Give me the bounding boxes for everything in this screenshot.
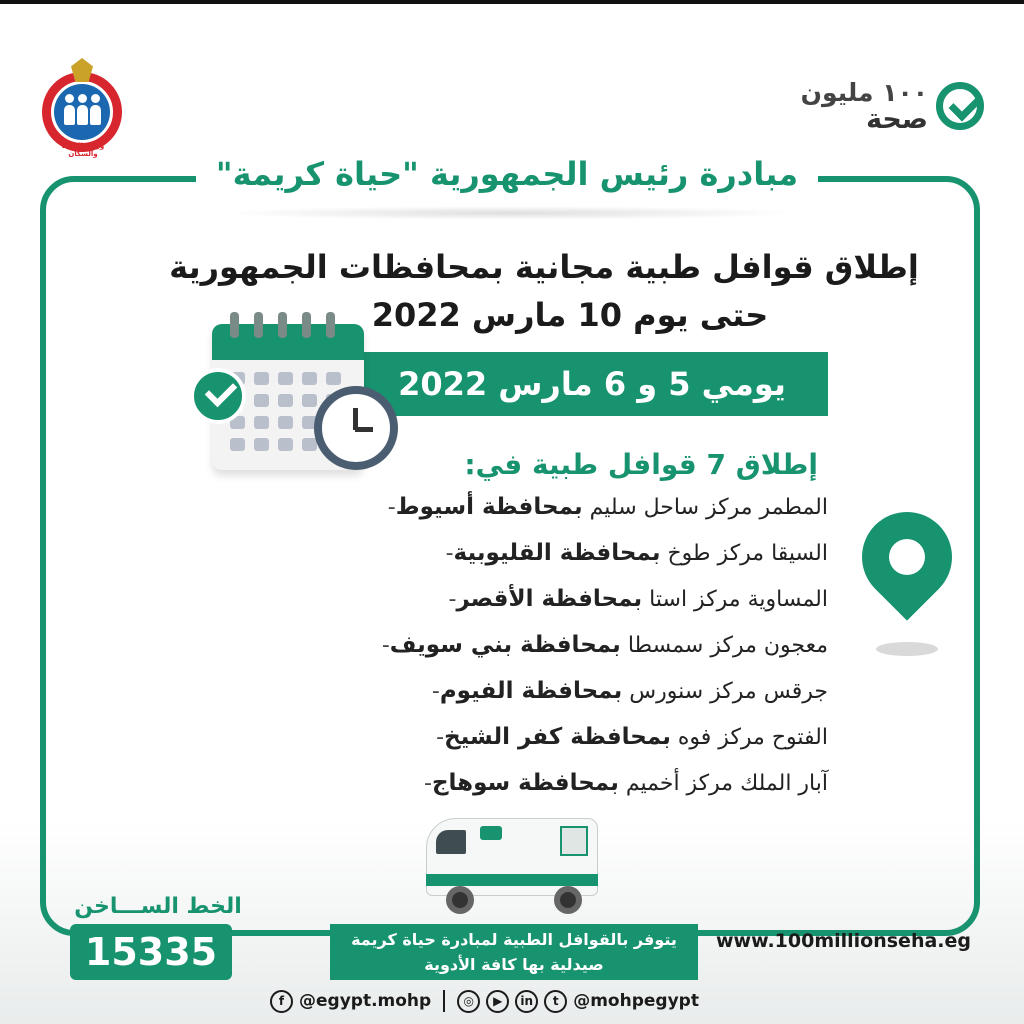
twitter-icon[interactable]: t xyxy=(544,990,567,1013)
top-border xyxy=(0,0,1024,4)
date-banner: يومي 5 و 6 مارس 2022 xyxy=(356,352,828,416)
caravan-place: الفتوح مركز فوه xyxy=(677,725,828,750)
caravan-governorate: بمحافظة كفر الشيخ xyxy=(444,724,671,750)
caravan-place: معجون مركز سمسطا xyxy=(627,633,828,658)
list-bullet: - xyxy=(436,725,445,750)
calendar-day-cell xyxy=(278,416,293,429)
caravan-place: المطمر مركز ساحل سليم xyxy=(589,495,828,520)
caravan-place: جرقس مركز سنورس xyxy=(629,679,828,704)
title-shadow xyxy=(220,206,800,220)
youtube-icon[interactable]: ▶ xyxy=(486,990,509,1013)
calendar-day-cell xyxy=(278,438,293,451)
ministry-logo xyxy=(40,58,126,158)
initiative-title: مبادرة رئيس الجمهورية "حياة كريمة" xyxy=(196,148,818,200)
list-item xyxy=(268,760,828,806)
website-link[interactable]: www.100millionseha.eg xyxy=(716,930,971,952)
headline: إطلاق قوافل طبية مجانية بمحافظات الجمهورية xyxy=(169,248,919,286)
ministry-logo-text: وزارة الصحة والسكان xyxy=(61,142,105,158)
hotline-label: الخط الســـاخن xyxy=(74,894,242,919)
campaign-check-icon xyxy=(936,82,984,130)
check-bubble-icon xyxy=(190,368,246,424)
list-bullet: - xyxy=(431,679,440,704)
list-bullet: - xyxy=(448,587,457,612)
calendar-day-cell xyxy=(254,416,269,429)
linkedin-icon[interactable]: in xyxy=(515,990,538,1013)
ambulance-van-icon xyxy=(410,812,600,920)
van-wheel xyxy=(554,886,582,914)
campaign-logo-line2: صحة xyxy=(866,104,928,135)
map-pin-hole xyxy=(889,539,925,575)
caravan-governorate: بمحافظة القليوبية xyxy=(453,540,661,566)
caravan-place: السيقا مركز طوخ xyxy=(667,541,828,566)
list-bullet: - xyxy=(424,771,432,796)
van-stripe xyxy=(426,874,598,886)
clock-icon xyxy=(314,386,398,470)
calendar-day-cell xyxy=(254,394,269,407)
calendar-day-cell xyxy=(326,372,341,385)
hotline-number[interactable]: 15335 xyxy=(70,924,232,980)
clock-minute-hand xyxy=(355,427,373,432)
family-head-icon xyxy=(91,94,100,103)
van-window xyxy=(436,830,466,854)
family-head-icon xyxy=(78,94,87,103)
pharmacy-banner-line1: يتوفر بالقوافل الطبية لمبادرة حياة كريمة xyxy=(351,930,677,949)
list-bullet: - xyxy=(445,541,454,566)
calendar-day-cell xyxy=(278,372,293,385)
list-item xyxy=(268,530,828,576)
caravan-place: آبار الملك مركز أخميم xyxy=(625,771,828,796)
family-body-icon xyxy=(64,105,75,125)
caravan-governorate: بمحافظة الأقصر xyxy=(456,586,643,612)
list-item xyxy=(268,668,828,714)
caravan-governorate: بمحافظة بني سويف xyxy=(389,632,621,658)
calendar-day-cell xyxy=(254,438,269,451)
calendar-day-cell xyxy=(302,372,317,385)
family-body-icon xyxy=(77,105,88,125)
pharmacy-banner xyxy=(330,924,698,980)
list-heading: إطلاق 7 قوافل طبية في: xyxy=(464,448,818,481)
pharmacy-banner-line2: صيدلية بها كافة الأدوية xyxy=(424,955,604,974)
facebook-handle[interactable]: @egypt.mohp xyxy=(299,991,432,1011)
social-divider xyxy=(443,990,445,1012)
subheadline: حتى يوم 10 مارس 2022 xyxy=(371,296,769,334)
van-logo xyxy=(480,826,502,840)
calendar-icon xyxy=(190,308,410,478)
social-bar xyxy=(270,986,754,1016)
list-item xyxy=(268,622,828,668)
list-bullet: - xyxy=(387,495,396,520)
list-item xyxy=(268,484,828,530)
facebook-icon[interactable]: f xyxy=(270,990,293,1013)
calendar-ring xyxy=(302,312,311,338)
caravan-governorate: بمحافظة أسيوط xyxy=(395,494,583,520)
caravan-place: المساوية مركز استا xyxy=(649,587,828,612)
list-item xyxy=(268,714,828,760)
family-head-icon xyxy=(65,94,74,103)
map-pin-icon xyxy=(862,512,952,662)
calendar-ring xyxy=(278,312,287,338)
campaign-logo-line1: ١٠٠ مليون xyxy=(800,78,928,107)
calendar-day-cell xyxy=(254,372,269,385)
calendar-ring xyxy=(254,312,263,338)
list-bullet: - xyxy=(381,633,390,658)
calendar-ring xyxy=(326,312,335,338)
social-handle[interactable]: @mohpegypt xyxy=(573,991,699,1011)
family-body-icon xyxy=(90,105,101,125)
calendar-day-cell xyxy=(302,394,317,407)
calendar-day-cell xyxy=(278,394,293,407)
van-wheel xyxy=(446,886,474,914)
caravan-list xyxy=(268,484,828,806)
instagram-icon[interactable]: ◎ xyxy=(457,990,480,1013)
calendar-ring xyxy=(230,312,239,338)
calendar-day-cell xyxy=(230,438,245,451)
van-sign xyxy=(560,826,588,856)
campaign-logo xyxy=(800,78,984,140)
map-pin-shadow xyxy=(876,642,938,656)
caravan-governorate: بمحافظة الفيوم xyxy=(439,678,623,704)
list-item xyxy=(268,576,828,622)
caravan-governorate: بمحافظة سوهاج xyxy=(431,770,619,796)
